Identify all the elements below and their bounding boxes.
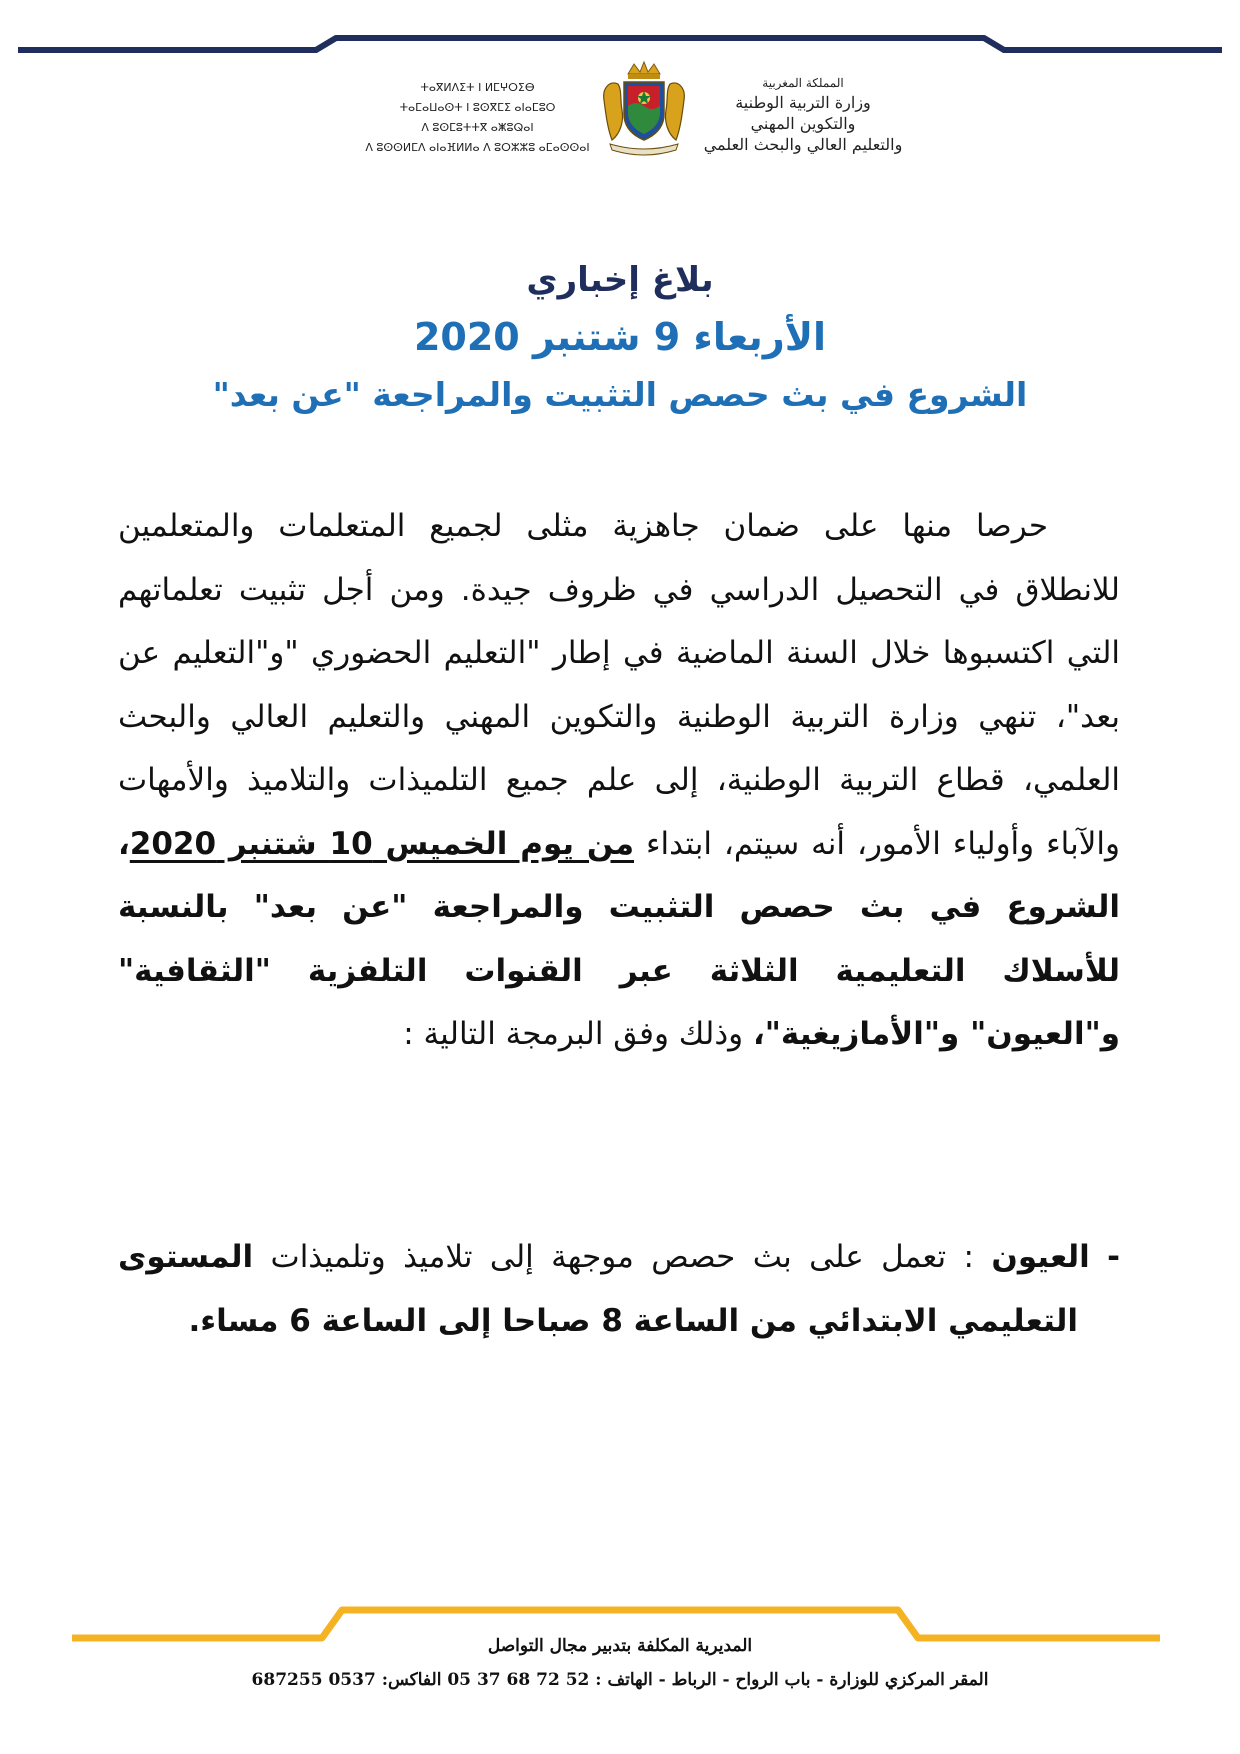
- announcement-subject: الشروع في بث حصص التثبيت والمراجعة "عن بعد": [212, 375, 1028, 414]
- document-type-title: بلاغ إخباري: [526, 260, 714, 300]
- channel-name: العيون: [991, 1239, 1090, 1275]
- channels-text: ، الشروع في بث حصص التثبيت والمراجعة "عن بعد" بالنسبة للأسلاك التعليمية الثلاثة عبر القنوات التلفزية "الثقافية" و"العيون" و"الأمازيغية"،: [118, 825, 1120, 1052]
- schedule-list: [118, 1226, 1120, 1353]
- morocco-coat-of-arms-icon: [598, 60, 690, 156]
- ministry-line: والتعليم العالي والبحث العلمي: [703, 135, 903, 154]
- schedule-intro: وذلك وفق البرمجة التالية :: [403, 1016, 753, 1052]
- document-date: الأربعاء 9 شتنبر 2020: [413, 315, 827, 359]
- item-schedule: المستوى التعليمي الابتدائي من الساعة 8 صباحا إلى الساعة 6 مساء.: [118, 1239, 1078, 1339]
- bullet-dash: -: [1107, 1239, 1120, 1275]
- announcement-body: [118, 495, 1120, 1067]
- tifinagh-line: ⵜⴰⴳⵍⴷⵉⵜ ⵏ ⵍⵎⵖⵔⵉⴱ: [420, 81, 535, 94]
- tifinagh-line: ⴷ ⵓⵙⵙⵍⵎⴷ ⴰⵏⴰⴼⵍⵍⴰ ⴷ ⵓⵔⵣⵣⵓ ⴰⵎⴰⵙⵙⴰⵏ: [365, 141, 590, 154]
- item-text: : تعمل على بث حصص موجهة إلى تلاميذ وتلميذات: [253, 1239, 992, 1275]
- footer-contact: المقر المركزي للوزارة - باب الرواح - الرباط - الهاتف : 52 72 68 37 05 الفاكس: 0537 687255: [251, 1670, 989, 1690]
- kingdom-name: المملكة المغربية: [762, 76, 844, 90]
- main-paragraph: [118, 495, 1120, 1067]
- ministry-name-arabic: [682, 74, 924, 155]
- ministry-line: والتكوين المهني: [750, 114, 856, 133]
- tifinagh-line: ⴷ ⵓⵙⵎⵓⵜⵜⴳ ⴰⵥⵓⵕⴰⵏ: [421, 121, 534, 134]
- ministry-line: وزارة التربية الوطنية: [735, 93, 871, 112]
- tifinagh-line: ⵜⴰⵎⴰⵡⴰⵙⵜ ⵏ ⵓⵙⴳⵎⵉ ⴰⵏⴰⵎⵓⵔ: [399, 101, 556, 114]
- paragraph-text: حرصا منها على ضمان جاهزية مثلى لجميع المتعلمات والمتعلمين للانطلاق في التحصيل الدراسي في ظروف جيدة. ومن أجل تثبيت تعلماتهم التي اكتسبوها خلال السنة الماضية في إطار "التعليم الحضوري "و"التعليم عن بعد"، تنهي وزارة التربية الوطنية والتكوين المهني والتعليم العالي والبحث العلمي، قطاع التربية الوطنية، إلى علم جميع التلميذات والتلاميذ والأمهات والآباء وأولياء الأمور، أنه سيتم، ابتداء: [118, 508, 1120, 862]
- ministry-name-tifinagh: [350, 78, 605, 158]
- start-date-highlight: من يوم الخميس 10 شتنبر 2020: [129, 825, 635, 862]
- footer-department: المديرية المكلفة بتدبير مجال التواصل: [487, 1636, 753, 1656]
- list-item: [118, 1226, 1120, 1353]
